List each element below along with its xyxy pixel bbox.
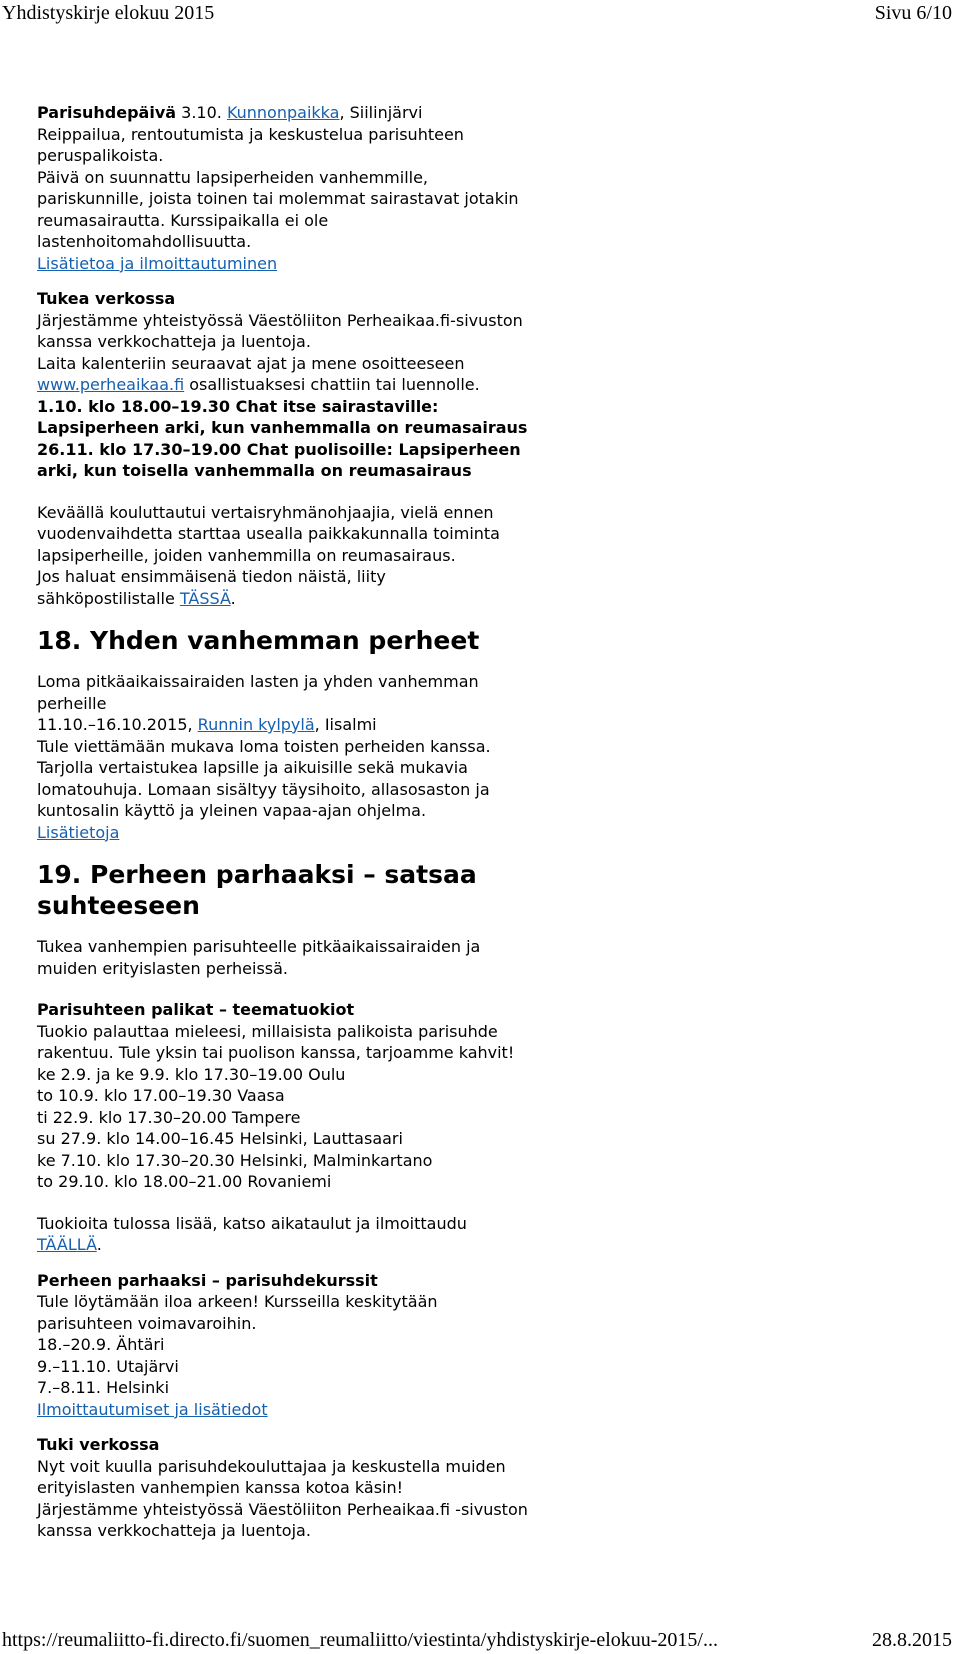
perheaikaa-line-text: osallistuaksesi chattiin tai luennolle. — [184, 375, 480, 394]
loma-date-line — [37, 714, 647, 736]
period: . — [230, 588, 236, 608]
perheaikaa-line — [37, 374, 647, 396]
period: . — [96, 1235, 102, 1254]
text-line: Laita kalenteriin seuraavat ajat ja mene osoitteeseen — [37, 353, 465, 373]
schedule-line: ke 2.9. ja ke 9.9. klo 17.30–19.00 Oulu — [37, 1064, 346, 1084]
section-19-heading — [37, 859, 647, 921]
parisuhdepaiva-block — [37, 102, 647, 274]
text-line: Tuokioita tulossa lisää, katso aikataulut ja ilmoittaudu — [37, 1213, 467, 1233]
text-line: perheille — [37, 693, 107, 713]
page-number: Sivu 6/10 — [874, 2, 952, 24]
course-date-line: 9.–11.10. Utajärvi — [37, 1356, 179, 1376]
text-line: kanssa verkkochatteja ja luentoja. — [37, 332, 311, 351]
text-line: Tukea vanhempien parisuhteelle pitkäaikaissairaiden ja — [37, 937, 481, 956]
text-line: peruspalikoista. — [37, 146, 164, 165]
chat-line: 1.10. klo 18.00–19.30 Chat itse sairastaville: — [37, 396, 439, 416]
parisuhdepaiva-date: 3.10. — [176, 103, 227, 122]
schedule-line: ti 22.9. klo 17.30–20.00 Tampere — [37, 1107, 301, 1127]
parisuhdepaiva-title: Parisuhdepäivä — [37, 103, 177, 122]
text-line: lapsiperheille, joiden vanhemmilla on reumasairaus. — [37, 545, 456, 565]
section-18-block — [37, 671, 647, 843]
course-date-line: 18.–20.9. Ähtäri — [37, 1335, 165, 1354]
chat-line: 26.11. klo 17.30–19.00 Chat puolisoille: Lapsiperheen — [37, 439, 521, 459]
kurssit-block — [37, 1270, 647, 1421]
parisuhdepaiva-title-line — [37, 102, 647, 124]
tuokiot-block — [37, 1213, 647, 1256]
text-line: Päivä on suunnattu lapsiperheiden vanhemmille, — [37, 167, 429, 187]
schedule-line: su 27.9. klo 14.00–16.45 Helsinki, Lauttasaari — [37, 1129, 403, 1148]
section-18-heading: 18. Yhden vanhemman perheet — [37, 626, 480, 655]
text-line: Nyt voit kuulla parisuhdekouluttajaa ja keskustella muiden — [37, 1456, 506, 1476]
print-footer — [0, 1627, 960, 1654]
palikat-block — [37, 999, 647, 1193]
section-19-heading-line: 19. Perheen parhaaksi – satsaa — [37, 860, 477, 889]
text-line: pariskunnille, joista toinen tai molemmat sairastavat jotakin — [37, 189, 519, 208]
text-line: Jos haluat ensimmäisenä tiedon näistä, liity — [37, 567, 386, 586]
palikat-title: Parisuhteen palikat – teematuokiot — [37, 1000, 355, 1019]
text-line: Tule löytämään iloa arkeen! Kursseilla keskitytään — [37, 1292, 438, 1311]
text-line: muiden erityislasten perheissä. — [37, 958, 289, 978]
schedule-line: ke 7.10. klo 17.30–20.30 Helsinki, Malminkartano — [37, 1150, 433, 1170]
text-line: lastenhoitomahdollisuutta. — [37, 232, 252, 251]
lisatietoja-link[interactable]: Lisätietoja — [37, 822, 120, 842]
print-header — [0, 0, 960, 30]
footer-url: https://reumaliitto-fi.directo.fi/suomen_reumaliitto/viestinta/yhdistyskirje-elokuu-2015/... — [2, 1629, 718, 1651]
vertaisryhma-block — [37, 502, 647, 610]
tukea-verkossa-block — [37, 288, 647, 482]
text-line: Tuokio palauttaa mieleesi, millaisista palikoista parisuhde — [37, 1021, 498, 1041]
article-content — [37, 102, 647, 1542]
loma-dates: 11.10.–16.10.2015, — [37, 715, 198, 734]
schedule-line: to 10.9. klo 17.00–19.30 Vaasa — [37, 1086, 285, 1105]
text-line: lomatouhuja. Lomaan sisältyy täysihoito, allasosaston ja — [37, 779, 490, 799]
text-line: Järjestämme yhteistyössä Väestöliiton Perheaikaa.fi -sivuston — [37, 1499, 528, 1519]
course-date-line: 7.–8.11. Helsinki — [37, 1378, 170, 1397]
chat-line: arki, kun toisella vanhemmalla on reumasairaus — [37, 461, 472, 480]
tukea-verkossa-title: Tukea verkossa — [37, 289, 176, 308]
schedule-line: to 29.10. klo 18.00–21.00 Rovaniemi — [37, 1172, 332, 1191]
mailing-list-text: sähköpostilistalle — [37, 588, 180, 608]
text-line: parisuhteen voimavaroihin. — [37, 1313, 257, 1333]
text-line: reumasairautta. Kurssipaikalla ei ole — [37, 210, 329, 230]
tuki-verkossa-title: Tuki verkossa — [37, 1435, 160, 1454]
text-line: vuodenvaihdetta starttaa usealla paikkakunnalla toiminta — [37, 524, 500, 543]
perheaikaa-link[interactable]: www.perheaikaa.fi — [37, 375, 185, 394]
kunnonpaikka-link[interactable]: Kunnonpaikka — [226, 103, 340, 122]
tuki-verkossa-block — [37, 1434, 647, 1542]
runnin-kylpyla-link[interactable]: Runnin kylpylä — [197, 715, 315, 734]
mailing-list-line — [37, 588, 647, 610]
text-line: Reippailua, rentoutumista ja keskustelua parisuhteen — [37, 124, 464, 144]
loma-place: , Iisalmi — [314, 715, 377, 734]
taalla-link[interactable]: TÄÄLLÄ — [37, 1235, 97, 1254]
text-line: Loma pitkäaikaissairaiden lasten ja yhden vanhemman — [37, 672, 479, 691]
text-line: Keväällä kouluttautui vertaisryhmänohjaajia, vielä ennen — [37, 502, 494, 522]
text-line: kanssa verkkochatteja ja luentoja. — [37, 1521, 311, 1540]
text-line: kuntosalin käyttö ja yleinen vapaa-ajan ohjelma. — [37, 801, 427, 820]
text-line: Tarjolla vertaistukea lapsille ja aikuisille sekä mukavia — [37, 758, 468, 777]
text-line: rakentuu. Tule yksin tai puolison kanssa, tarjoamme kahvit! — [37, 1043, 515, 1062]
lisatietoa-ilmoittautuminen-link[interactable]: Lisätietoa ja ilmoittautuminen — [37, 253, 278, 273]
parisuhdepaiva-place: , Siilinjärvi — [339, 103, 423, 122]
text-line: Tule viettämään mukava loma toisten perheiden kanssa. — [37, 736, 491, 756]
ilmoittautumiset-link[interactable]: Ilmoittautumiset ja lisätiedot — [37, 1399, 268, 1419]
chat-line: Lapsiperheen arki, kun vanhemmalla on reumasairaus — [37, 418, 528, 437]
text-line: Järjestämme yhteistyössä Väestöliiton Perheaikaa.fi-sivuston — [37, 310, 523, 330]
kurssit-title: Perheen parhaaksi – parisuhdekurssit — [37, 1270, 378, 1290]
text-line: erityislasten vanhempien kanssa kotoa käsin! — [37, 1478, 404, 1497]
document-title: Yhdistyskirje elokuu 2015 — [2, 2, 215, 24]
tassa-link[interactable]: TÄSSÄ — [179, 588, 231, 608]
section-19-intro — [37, 936, 647, 979]
section-19-heading-line: suhteeseen — [37, 891, 200, 920]
footer-date: 28.8.2015 — [872, 1629, 952, 1651]
